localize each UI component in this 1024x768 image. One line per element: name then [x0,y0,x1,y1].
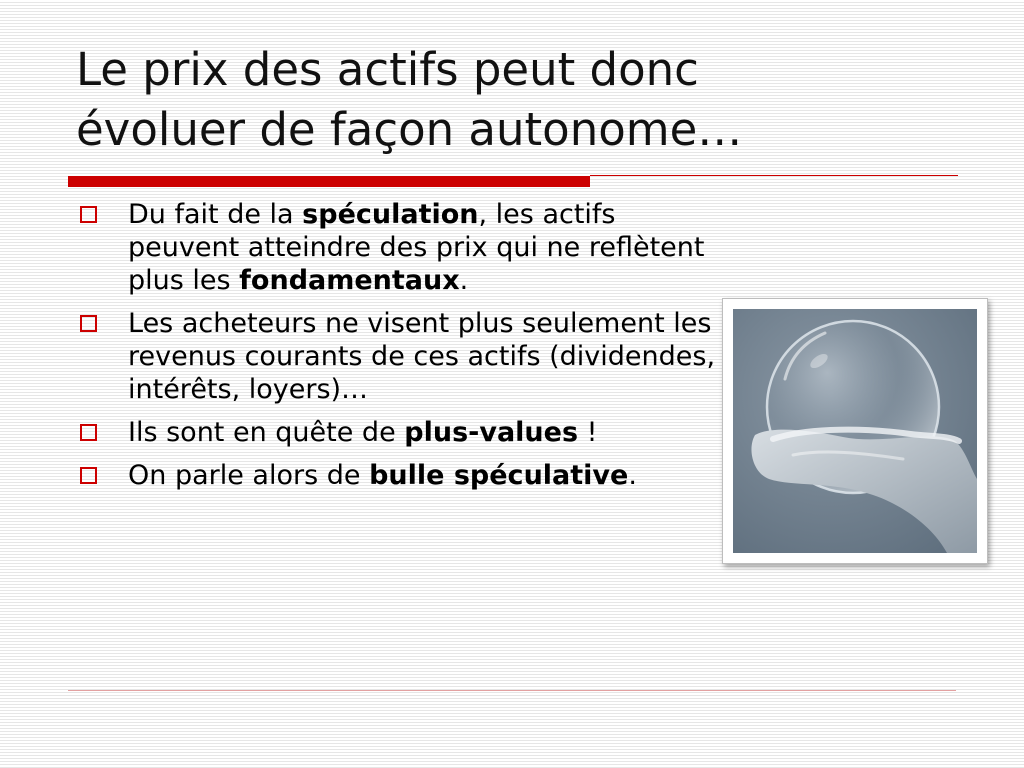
bullet-text [128,460,637,491]
bullet-item [76,416,716,449]
bullet-text [128,199,705,296]
bullet-item [76,307,716,406]
bullet-text-part: , les actifs peuvent atteindre des prix qui ne reflètent plus les [128,199,705,296]
bullet-text-part: ! [578,417,598,448]
footer-divider [68,690,956,691]
bullet-item [76,459,716,492]
hollow-square-icon [80,424,97,441]
bullet-text-part: Ils sont en quête de [128,417,405,448]
bullet-text-part: On parle alors de [128,460,370,491]
bullet-text [128,417,597,448]
title-underline-bar [68,176,590,187]
hollow-square-icon [80,467,97,484]
title-underline-thin [590,175,958,176]
hollow-square-icon [80,206,97,223]
bullet-text [128,308,715,405]
slide-title-line-1: Le prix des actifs peut donc [76,43,699,96]
hollow-square-icon [80,315,97,332]
soap-bubble-image [733,309,977,553]
bullet-text-part: Les acheteurs ne visent plus seulement les revenus courants de ces actifs (dividendes, intérêts, loyers)… [128,308,716,405]
bullet-text-bold: plus-values [404,417,579,448]
bullet-text-bold: fondamentaux [239,265,460,296]
bullet-list [76,198,716,502]
slide-title-line-2: évoluer de façon autonome… [76,103,743,156]
bubble-photo-frame [722,298,988,564]
bullet-text-part: . [628,460,637,491]
slide-title [76,40,956,160]
bullet-text-bold: spéculation [302,199,479,230]
bullet-text-part: Du fait de la [128,199,303,230]
bullet-text-part: . [459,265,469,296]
bullet-item [76,198,716,297]
bullet-text-bold: bulle spéculative [369,460,629,491]
